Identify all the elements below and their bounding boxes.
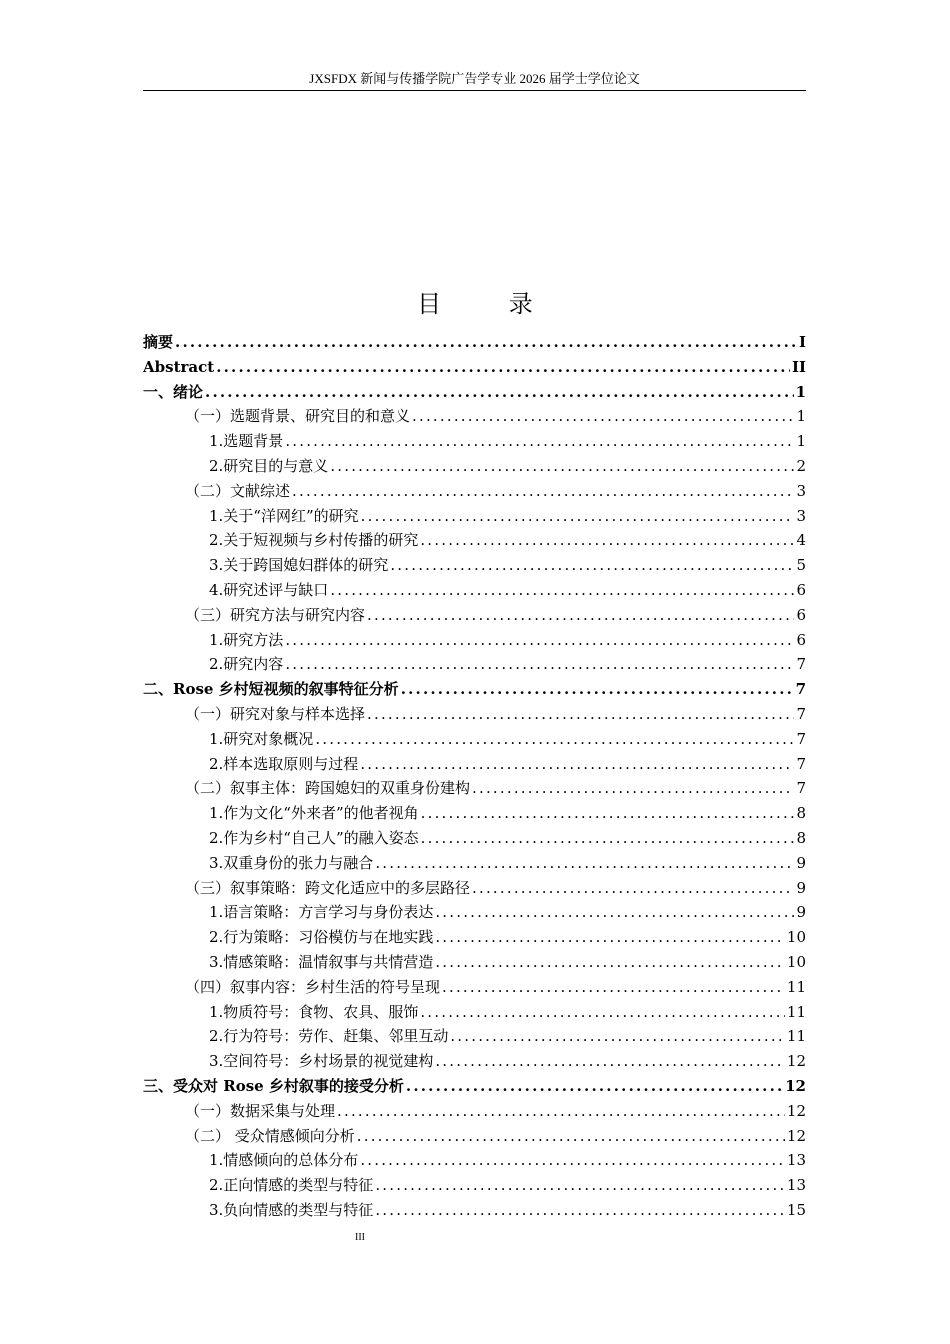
toc-leader-dots (435, 1049, 785, 1074)
toc-entry-page: 4 (796, 531, 806, 550)
toc-entry[interactable] (143, 1049, 806, 1074)
toc-entry-label: （三）叙事策略：跨文化适应中的多层路径 (185, 878, 471, 897)
toc-entry-label: 2.关于短视频与乡村传播的研究 (209, 531, 419, 550)
toc-entry-page: 9 (796, 878, 806, 897)
toc-entry[interactable] (143, 851, 806, 876)
toc-entry[interactable] (143, 504, 806, 529)
toc-leader-dots (337, 1099, 785, 1124)
toc-entry-label: 2.正向情感的类型与特征 (209, 1176, 374, 1195)
toc-leader-dots (330, 454, 794, 479)
toc-leader-dots (375, 851, 794, 876)
toc-entry-label: 1.研究方法 (209, 630, 284, 649)
toc-entry-page: 12 (785, 1076, 806, 1095)
toc-entry-page: 13 (786, 1151, 806, 1170)
toc-entry-page: 6 (796, 605, 806, 624)
toc-leader-dots (285, 628, 794, 653)
toc-entry-label: 2.行为策略：习俗模仿与在地实践 (209, 928, 434, 947)
toc-entry-label: 2.研究内容 (209, 655, 284, 674)
toc-leader-dots (285, 652, 794, 677)
toc-entry[interactable] (143, 479, 806, 504)
toc-entry-label: 3.情感策略：温情叙事与共情营造 (209, 952, 434, 971)
toc-entry[interactable] (143, 1148, 806, 1173)
toc-entry[interactable] (143, 404, 806, 429)
toc-entry-page: 13 (786, 1176, 806, 1195)
toc-entry[interactable] (143, 652, 806, 677)
toc-entry-label: 3.双重身份的张力与融合 (209, 853, 374, 872)
toc-entry[interactable] (143, 1074, 806, 1099)
toc-entry-label: 2.作为乡村“自己人”的融入姿态 (209, 828, 419, 847)
toc-entry[interactable] (143, 1124, 806, 1149)
toc-entry-label: 4.研究述评与缺口 (209, 580, 329, 599)
toc-entry-page: 12 (786, 1101, 806, 1120)
page-number: III (355, 1232, 365, 1243)
toc-entry-page: 7 (796, 729, 806, 748)
toc-leader-dots (367, 603, 794, 628)
toc-leader-dots (406, 1074, 783, 1099)
toc-entry[interactable] (143, 1000, 806, 1025)
toc-entry-label: 1.研究对象概况 (209, 729, 314, 748)
toc-entry-page: 2 (796, 456, 806, 475)
toc-entry-label: 3.空间符号：乡村场景的视觉建构 (209, 1052, 434, 1071)
toc-entry-page: 3 (796, 481, 806, 500)
toc-entry-page: 1 (796, 432, 806, 451)
toc-entry-page: I (798, 333, 806, 351)
toc-entry[interactable] (143, 752, 806, 777)
toc-entry-label: 1.选题背景 (209, 432, 284, 451)
toc-entry[interactable] (143, 776, 806, 801)
running-header (143, 72, 806, 91)
toc-leader-dots (367, 702, 794, 727)
toc-entry[interactable] (143, 727, 806, 752)
toc-entry[interactable] (143, 1173, 806, 1198)
toc-entry-label: 3.关于跨国媳妇群体的研究 (209, 556, 389, 575)
toc-entry-label: 2.样本选取原则与过程 (209, 754, 359, 773)
toc-title: 目 录 (417, 290, 563, 318)
toc-leader-dots (420, 528, 794, 553)
toc-entry-label: （一）数据采集与处理 (185, 1101, 336, 1120)
toc-entry-page: 12 (786, 1052, 806, 1071)
toc-entry-page: 7 (796, 704, 806, 723)
toc-entry-page: 10 (786, 952, 806, 971)
running-header-text: JXSFDX 新闻与传播学院广告学专业 2026 届学士学位论文 (309, 71, 640, 86)
toc-entry-page: 11 (786, 977, 806, 996)
toc-entry[interactable] (143, 454, 806, 479)
toc-leader-dots (421, 826, 795, 851)
toc-entry-page: 11 (786, 1002, 806, 1021)
toc-leader-dots (442, 975, 785, 1000)
toc-leader-dots (420, 1000, 785, 1025)
toc-entry-page: 7 (796, 779, 806, 798)
toc-entry-label: （二）叙事主体：跨国媳妇的双重身份建构 (185, 779, 471, 798)
toc-leader-dots (435, 900, 794, 925)
toc-entry-label: （二） 受众情感倾向分析 (185, 1126, 355, 1145)
toc-entry-label: 三、受众对 Rose 乡村叙事的接受分析 (143, 1076, 404, 1095)
toc-entry-label: 2.研究目的与意义 (209, 456, 329, 475)
toc-entry-label: Abstract (143, 357, 215, 376)
toc-entry[interactable] (143, 553, 806, 578)
toc-leader-dots (401, 677, 794, 702)
toc-entry[interactable] (143, 603, 806, 628)
toc-entry-label: 1.物质符号：食物、农具、服饰 (209, 1002, 419, 1021)
toc-leader-dots (292, 479, 794, 504)
toc-entry-label: 3.负向情感的类型与特征 (209, 1200, 374, 1219)
toc-entry-page: 10 (786, 928, 806, 947)
toc-leader-dots (421, 801, 795, 826)
toc-entry[interactable] (143, 702, 806, 727)
toc-entry-label: （三）研究方法与研究内容 (185, 605, 366, 624)
toc-entry[interactable] (143, 826, 806, 851)
toc-entry-label: 摘要 (143, 333, 174, 351)
toc-entry[interactable] (143, 1024, 806, 1049)
toc-entry[interactable] (143, 975, 806, 1000)
toc-entry-label: （四）叙事内容：乡村生活的符号呈现 (185, 977, 441, 996)
toc-entry[interactable] (143, 380, 806, 405)
toc-entry[interactable] (143, 1198, 806, 1223)
toc-entry-label: 1.情感倾向的总体分布 (209, 1151, 359, 1170)
toc-leader-dots (412, 404, 794, 429)
toc-leader-dots (390, 553, 794, 578)
toc-entry-page: 1 (796, 407, 806, 426)
toc-entry-label: 一、绪论 (143, 382, 204, 401)
toc-entry[interactable] (143, 876, 806, 901)
toc-leader-dots (375, 1173, 785, 1198)
toc-entry[interactable] (143, 330, 806, 355)
toc-leader-dots (375, 1198, 785, 1223)
toc-entry-page: 8 (796, 804, 806, 823)
toc-entry-label: 2.行为符号：劳作、赶集、邻里互动 (209, 1027, 449, 1046)
toc-entry[interactable] (143, 429, 806, 454)
toc-entry-page: 8 (796, 828, 806, 847)
toc-entry-page: 12 (786, 1126, 806, 1145)
toc-entry-label: 二、Rose 乡村短视频的叙事特征分析 (143, 680, 399, 699)
toc-entry-page: 7 (796, 754, 806, 773)
toc-leader-dots (285, 429, 794, 454)
toc-entry-label: 1.作为文化“外来者”的他者视角 (209, 804, 419, 823)
toc-entry[interactable] (143, 628, 806, 653)
toc-leader-dots (360, 1148, 785, 1173)
toc-entry[interactable] (143, 528, 806, 553)
toc-entry-page: II (791, 357, 806, 376)
toc-leader-dots (216, 355, 790, 380)
toc-entry-label: （二）文献综述 (185, 481, 291, 500)
toc-entry-page: 7 (795, 680, 806, 699)
toc-leader-dots (360, 752, 794, 777)
toc-entry[interactable] (143, 578, 806, 603)
toc-entry[interactable] (143, 801, 806, 826)
toc-leader-dots (205, 380, 794, 405)
toc-leader-dots (472, 776, 794, 801)
toc-entry[interactable] (143, 355, 806, 380)
toc-leader-dots (435, 925, 785, 950)
table-of-contents (143, 330, 806, 1223)
toc-leader-dots (315, 727, 794, 752)
toc-entry[interactable] (143, 900, 806, 925)
toc-entry-page: 1 (795, 382, 806, 401)
toc-entry-page: 9 (796, 903, 806, 922)
toc-entry-page: 9 (796, 853, 806, 872)
toc-entry-label: 1.语言策略：方言学习与身份表达 (209, 903, 434, 922)
toc-entry-label: （一）选题背景、研究目的和意义 (185, 407, 411, 426)
toc-leader-dots (435, 950, 785, 975)
toc-leader-dots (450, 1024, 785, 1049)
toc-entry-label: 1.关于“洋网红”的研究 (209, 506, 359, 525)
toc-entry[interactable] (143, 1099, 806, 1124)
toc-entry-page: 7 (796, 655, 806, 674)
toc-entry[interactable] (143, 677, 806, 702)
toc-entry-page: 3 (796, 506, 806, 525)
toc-entry-page: 5 (796, 556, 806, 575)
toc-entry-page: 11 (786, 1027, 806, 1046)
toc-leader-dots (330, 578, 794, 603)
toc-entry-label: （一）研究对象与样本选择 (185, 704, 366, 723)
toc-entry-page: 6 (796, 630, 806, 649)
toc-leader-dots (472, 876, 794, 901)
toc-leader-dots (361, 504, 795, 529)
toc-leader-dots (175, 330, 797, 355)
toc-entry-page: 15 (786, 1200, 806, 1219)
toc-entry-page: 6 (796, 580, 806, 599)
toc-entry[interactable] (143, 925, 806, 950)
toc-leader-dots (357, 1124, 785, 1149)
toc-entry[interactable] (143, 950, 806, 975)
